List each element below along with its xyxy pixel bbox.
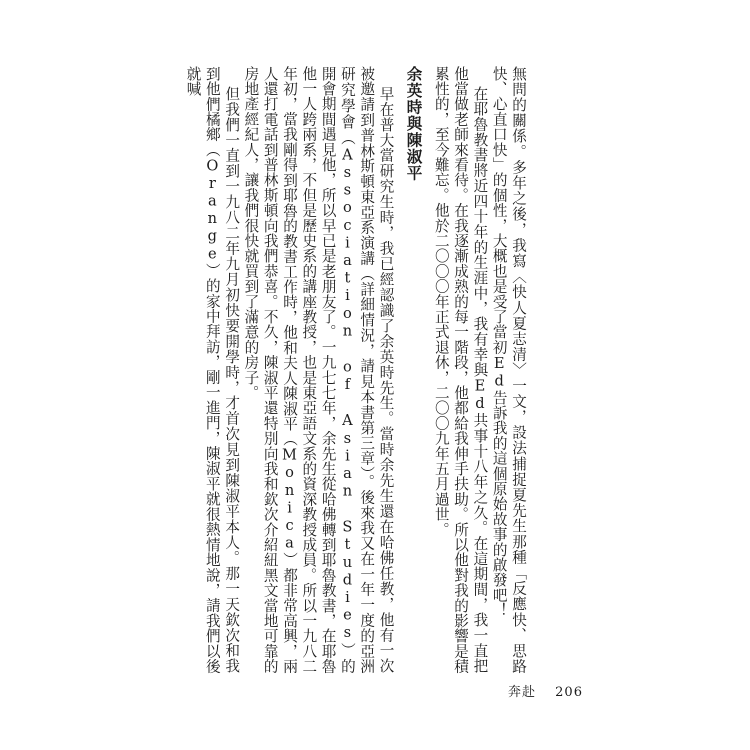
paragraph: 在耶魯教書將近四十年的生涯中，我有幸與Ed共事十八年之久。在這期間，我一直把他當做老師來看待。在我逐漸成熟的每一階段，他都給我伸手扶助。所以他對我的影響是積累性的，至今難忘。他於二〇〇〇年正式退休，二〇〇九年五月過世。: [432, 66, 489, 674]
paragraph: 無問的關係。多年之後，我寫〈快人夏志清〉一文，設法捕捉夏先生那種「反應快、思路快、心直口快」的個性，大概也是受了當初Ed告訴我的這個原始故事的啟發吧！: [490, 66, 527, 674]
page-number: 206: [555, 685, 583, 700]
page-footer: [508, 681, 583, 700]
paragraph: 早在普大當研究生時，我已經認識了余英時先生。當時余先生還在哈佛任教，他有一次被邀請到普林斯頓東亞系演講（詳細情況，請見本書第三章）。後來我又在一年一度的亞洲研究學會（Association of Asian Studies）的開會期間遇見他，所以早已是老朋友了。一九七七年，余先生從哈佛轉到耶魯教書，在耶魯他一人跨兩系，不但是歷史系的講座教授，也是東亞語文系的資深教授成員。所以一九八二年初，當我剛得到耶魯的教書工作時，他和夫人陳淑平（Monica）都非常高興，兩人還打電話到普林斯頓向我們恭喜。不久，陳淑平還特別向我和欽次介紹紐黑文當地可靠的房地產經紀人，讓我們很快就買到了滿意的房子。: [242, 66, 395, 674]
section-heading: 余英時與陳淑平: [404, 66, 423, 182]
running-section-title: 奔赴: [508, 685, 537, 700]
vertical-text-body: [183, 66, 528, 674]
paragraph: 但我們一直到一九八二年九月初快要開學時，才首次見到陳淑平本人。那一天欽次和我到他們橘鄉（Orange）的家中拜訪，剛一進門，陳淑平就很熱情地說，請我們以後就喊: [184, 66, 241, 674]
